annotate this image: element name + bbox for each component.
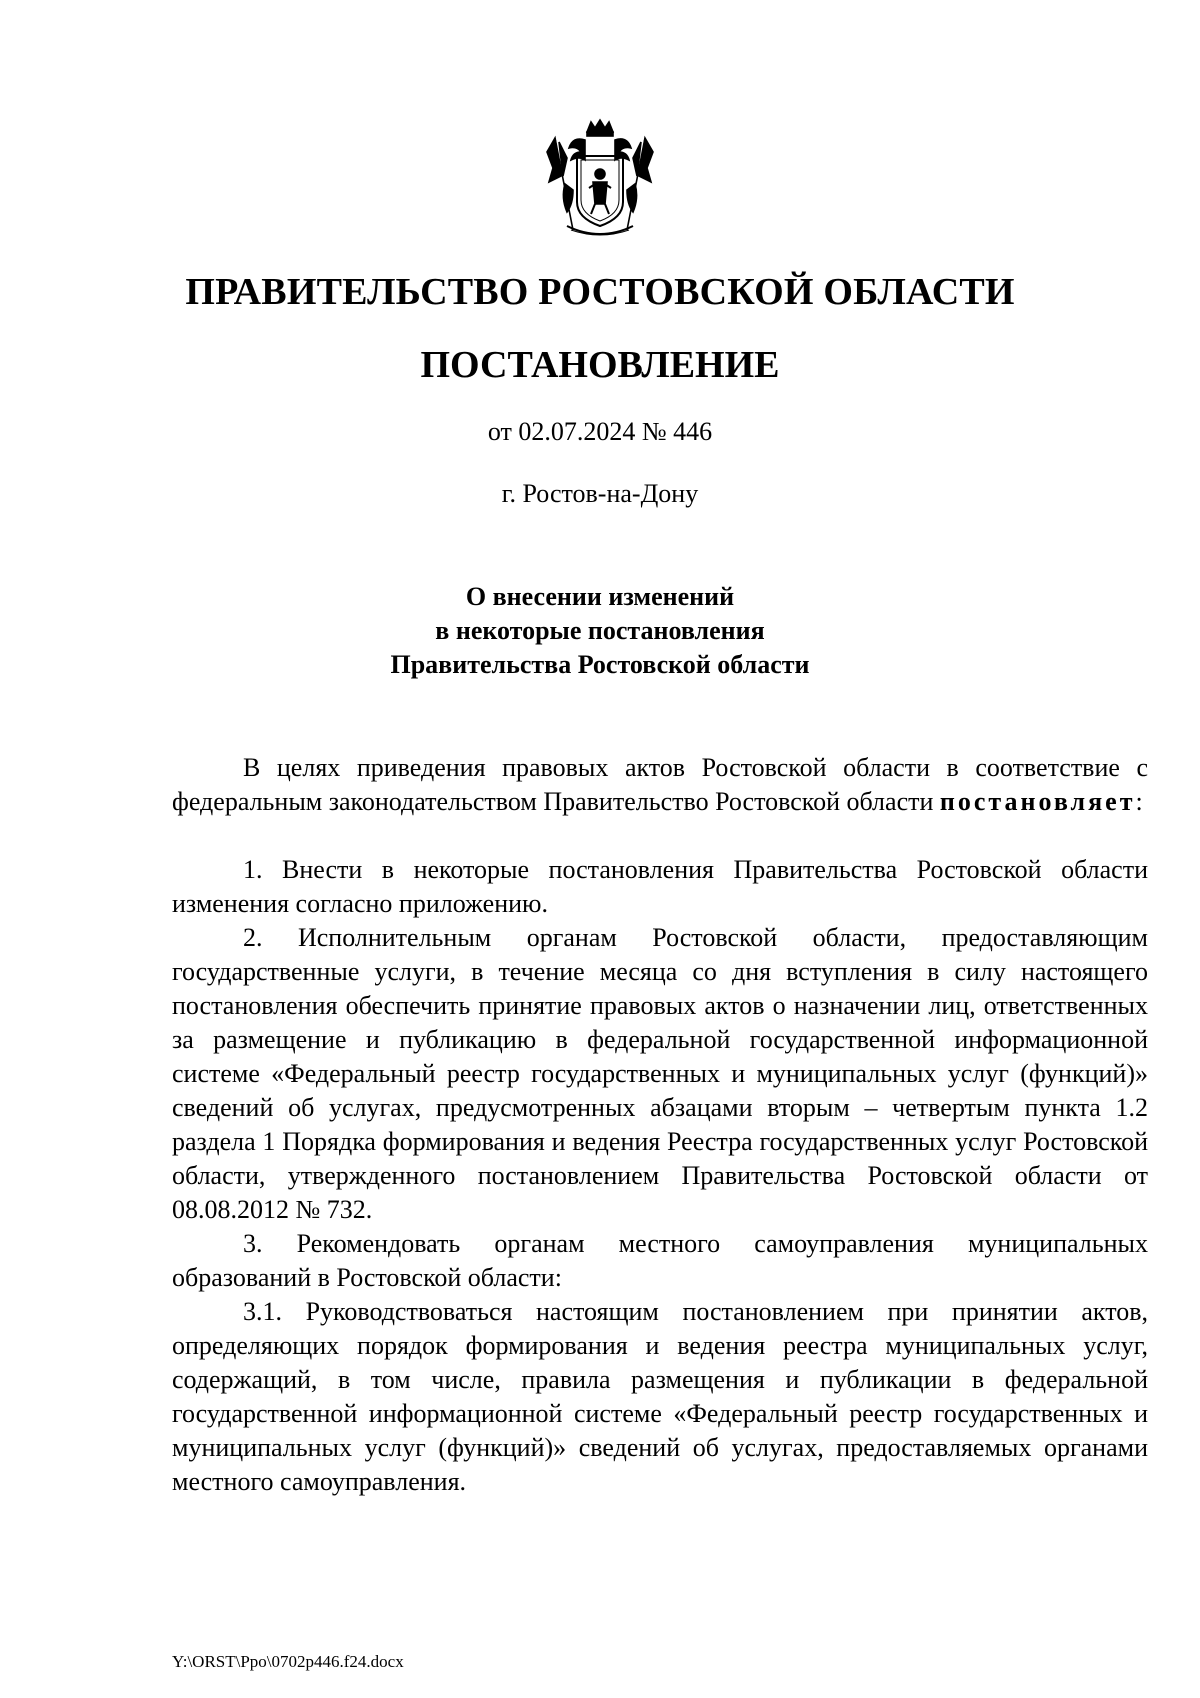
file-path-footer: Y:\ORST\Ppo\0702p446.f24.docx [172,1652,404,1671]
date-number-line: от 02.07.2024 № 446 [487,417,713,446]
city-line: г. Ростов-на-Дону [501,479,699,508]
item-paragraph: 1. Внести в некоторые постановления Правительства Ростовской области изменения согласно приложению. [172,855,1148,918]
rostov-oblast-coat-of-arms-icon [543,118,657,242]
document-body [172,751,1148,1499]
document-subject [0,580,1200,682]
resolution-keyword: постановляет [939,787,1136,816]
item-paragraph: 3. Рекомендовать органам местного самоуправления муниципальных образований в Ростовской области: [172,1229,1148,1292]
subject-line: в некоторые постановления [435,616,765,645]
subject-line: О внесении изменений [465,582,735,611]
subject-line: Правительства Ростовской области [390,650,810,679]
preamble-paragraph [172,751,1148,819]
document-type: ПОСТАНОВЛЕНИЕ [420,344,780,386]
preamble-colon: : [1135,787,1143,816]
item-paragraph: 2. Исполнительным органам Ростовской области, предоставляющим государственные услуги, в течение месяца со дня вступления в силу настоящего постановления обеспечить принятие правовых актов о назначении лиц, ответственных за размещение и публикацию в федеральной государственной информационной системе «Федеральный реестр государственных и муниципальных услуг (функций)» сведений об услугах, предусмотренных абзацами вторым – четвертым пункта 1.2 раздела 1 Порядка формирования и ведения Реестра государственных услуг Ростовской области, утвержденного постановлением Правительства Ростовской области от 08.08.2012 № 732. [172,923,1148,1224]
item-paragraph: 3.1. Руководствоваться настоящим постановлением при принятии актов, определяющих порядок формирования и ведения реестра муниципальных услуг, содержащий, в том числе, правила размещения и публикации в федеральной государственной информационной системе «Федеральный реестр государственных и муниципальных услуг (функций)» сведений об услугах, предоставляемых органами местного самоуправления. [172,1297,1148,1496]
organization-title: ПРАВИТЕЛЬСТВО РОСТОВСКОЙ ОБЛАСТИ [185,271,1015,313]
preamble-text: В целях приведения правовых актов Ростовской области в соответствие с федеральным законодательством Правительство Ростовской области [172,753,1148,816]
